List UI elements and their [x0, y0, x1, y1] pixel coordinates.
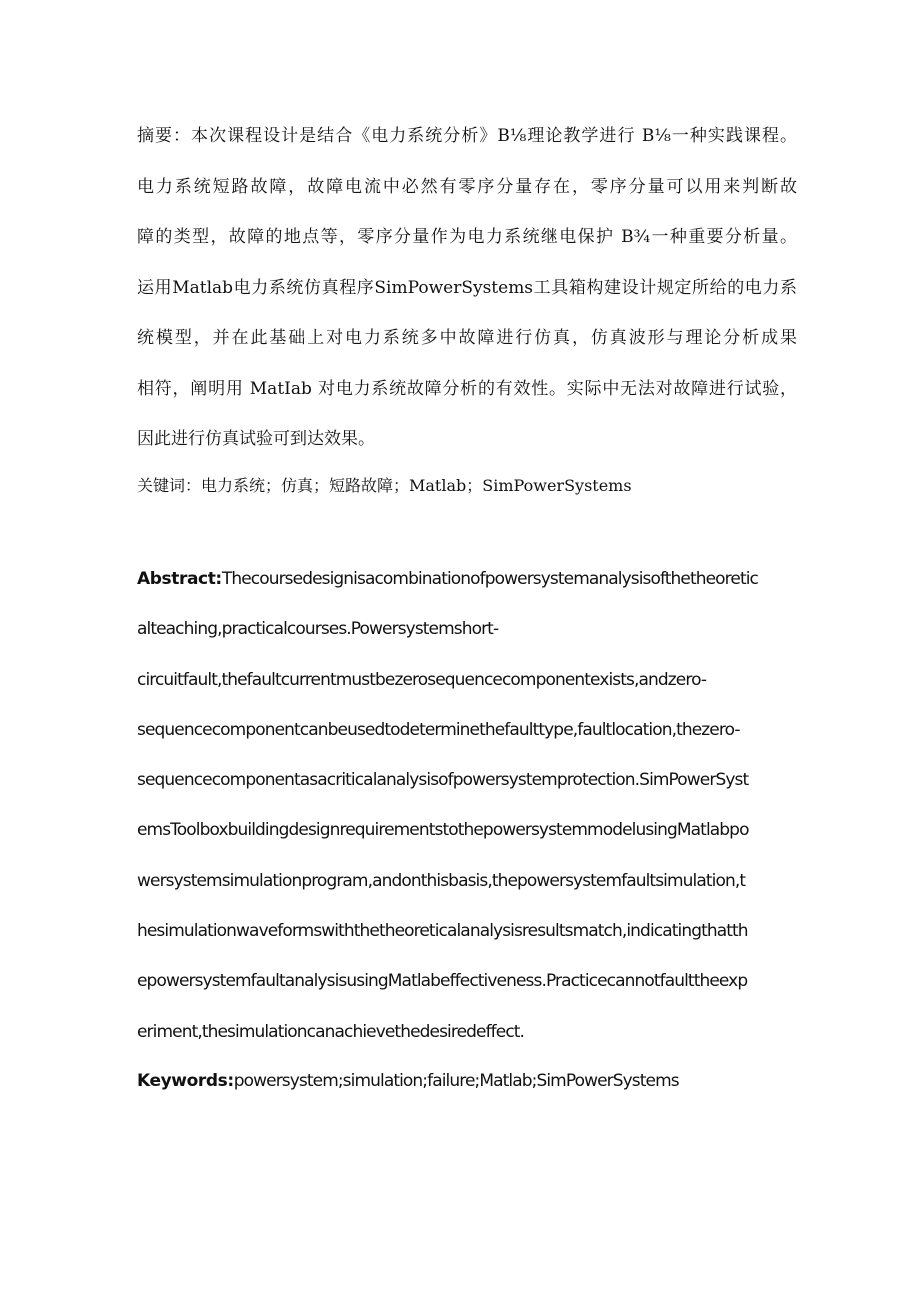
- english-abstract-line: wersystemsimulationprogram,andonthisbasis,thepowersystemfaultsimulation,t: [137, 870, 746, 891]
- english-abstract-line: circuitfault,thefaultcurrentmustbezerosequencecomponentexists,andzero-: [137, 669, 707, 690]
- chinese-abstract-line: 运用Matlab电力系统仿真程序SimPowerSystems工具箱构建设计规定所给的电力系: [137, 277, 797, 298]
- chinese-abstract-line: 摘要：本次课程设计是结合《电力系统分析》B⅛理论教学进行 B⅛一种实践课程。: [137, 126, 797, 146]
- chinese-keywords: 关键词：电力系统；仿真；短路故障；Matlab；SimPowerSystems: [137, 476, 632, 495]
- english-abstract-line: sequencecomponentcanbeusedtodeterminethefaulttype,faultlocation,thezero-: [137, 719, 740, 740]
- chinese-abstract-line: 障的类型，故障的地点等，零序分量作为电力系统继电保护 B¾一种重要分析量。: [137, 227, 797, 247]
- english-abstract-line: epowersystemfaultanalysisusingMatlabeffectiveness.Practicecannotfaulttheexp: [137, 971, 748, 992]
- chinese-abstract: [137, 118, 797, 472]
- english-abstract-line: sequencecomponentasacriticalanalysisofpowersystemprotection.SimPowerSyst: [137, 770, 749, 791]
- chinese-abstract-line: 相符，阐明用 MatIab 对电力系统故障分析的有效性。实际中无法对故障进行试验，: [137, 378, 797, 399]
- keywords-text: powersystem;simulation;failure;Matlab;SimPowerSystems: [233, 1071, 679, 1091]
- english-abstract: [137, 562, 787, 1065]
- english-abstract-line: hesimulationwaveformswiththetheoreticalanalysisresultsmatch,indicatingthatth: [137, 921, 748, 942]
- english-abstract-line: alteaching,practicalcourses.Powersystemshort-: [137, 619, 499, 640]
- english-keywords: [137, 1064, 679, 1098]
- chinese-abstract-line: 因此进行仿真试验可到达效果。: [137, 429, 375, 449]
- chinese-abstract-line: 电力系统短路故障，故障电流中必然有零序分量存在，零序分量可以用来判断故: [137, 176, 797, 197]
- english-abstract-line: eriment,thesimulationcanachievethedesiredeffect.: [137, 1021, 525, 1042]
- english-abstract-line: [137, 562, 787, 612]
- abstract-label: Abstract:: [137, 569, 222, 589]
- chinese-abstract-line: 统模型，并在此基础上对电力系统多中故障进行仿真，仿真波形与理论分析成果: [137, 328, 797, 348]
- english-abstract-text: Thecoursedesignisacombinationofpowersystemanalysisofthetheoretic: [221, 569, 758, 589]
- keywords-label: Keywords:: [137, 1071, 234, 1091]
- english-abstract-line: emsToolboxbuildingdesignrequirementstothepowersystemmodelusingMatlabpo: [137, 820, 749, 841]
